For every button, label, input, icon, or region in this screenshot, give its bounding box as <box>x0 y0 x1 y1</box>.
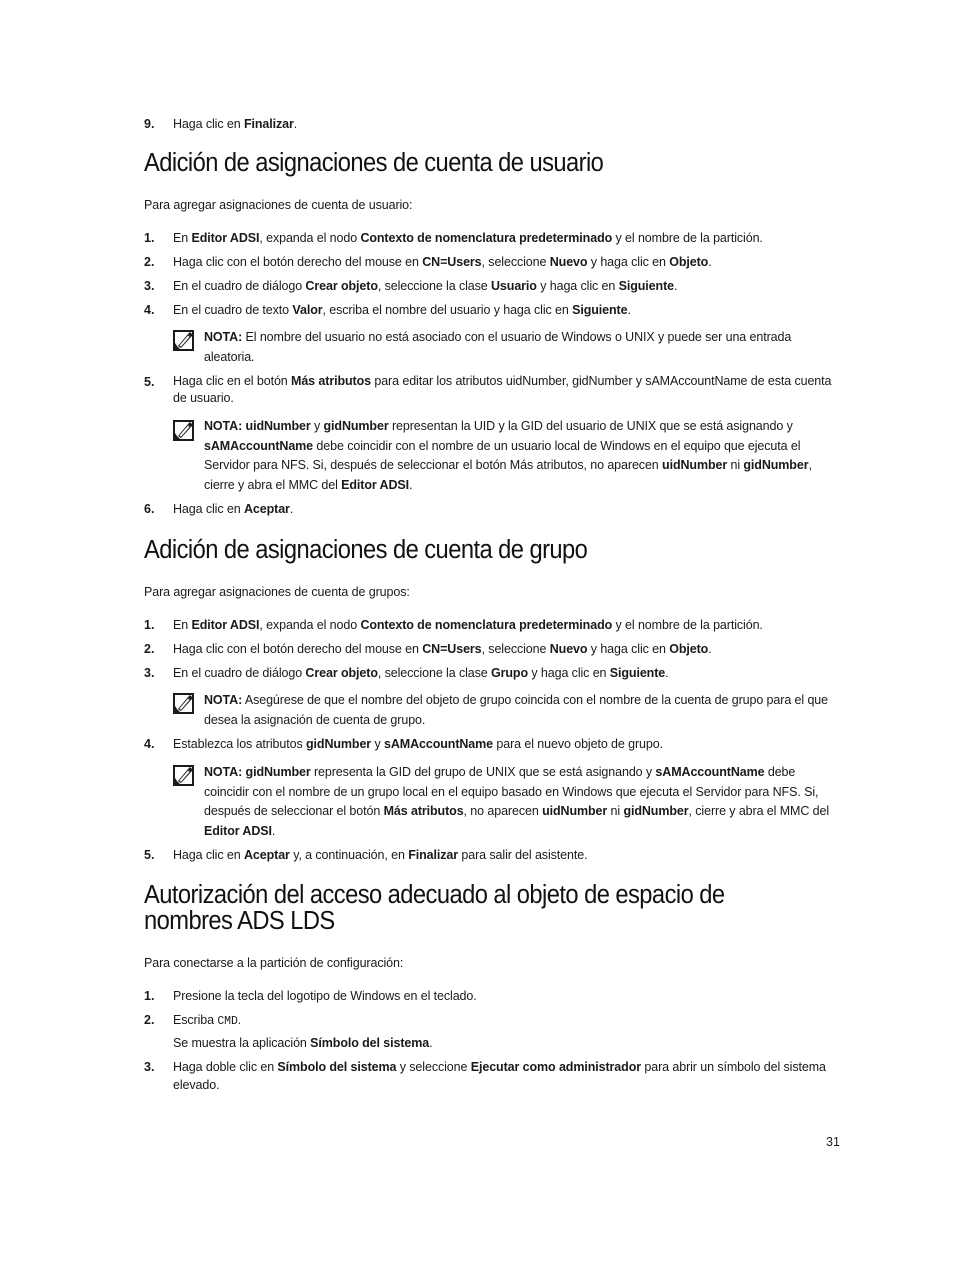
note-text: NOTA: gidNumber representa la GID del grupo de UNIX que se está asignando y sAMAccountName debe coincidir con el nombre de un grupo local en el equipo basado en Windows que ejecuta el Servidor para NFS. Si, después de seleccionar el botón Más atributos, no aparecen uidNumber ni gidNumber, cierre y abra el MMC del Editor ADSI. <box>204 765 830 838</box>
note-text: NOTA: Asegúrese de que el nombre del objeto de grupo coincida con el nombre de la cuenta de grupo para el que desea la asignación de cuenta de grupo. <box>204 693 829 727</box>
step-text: En Editor ADSI, expanda el nodo Contexto de nomenclatura predeterminado y el nombre de la partición. <box>173 231 763 245</box>
step-number: 6. <box>144 502 155 516</box>
step-number: 4. <box>144 737 155 751</box>
section-heading <box>144 882 795 934</box>
step-number: 3. <box>144 1060 155 1074</box>
step-number: 5. <box>144 375 155 389</box>
step-number: 3. <box>144 666 155 680</box>
step-text: Haga clic con el botón derecho del mouse en CN=Users, seleccione Nuevo y haga clic en Objeto. <box>173 255 712 269</box>
step-number: 4. <box>144 303 155 317</box>
step-text: Escriba CMD. <box>173 1013 242 1028</box>
step-number: 2. <box>144 642 155 656</box>
section-heading: Adición de asignaciones de cuenta de usuario <box>144 149 604 177</box>
step-text: En el cuadro de diálogo Crear objeto, seleccione la clase Usuario y haga clic en Siguiente. <box>173 279 678 293</box>
step-number: 1. <box>144 231 155 245</box>
note-pencil-icon <box>173 693 194 714</box>
section-intro: Para agregar asignaciones de cuenta de usuario: <box>144 198 413 212</box>
section-heading-line: Autorización del acceso adecuado al objeto de espacio de <box>144 881 725 909</box>
note-pencil-icon <box>173 330 194 351</box>
section-intro: Para agregar asignaciones de cuenta de grupos: <box>144 585 410 599</box>
note-text: NOTA: El nombre del usuario no está asociado con el usuario de Windows o UNIX y puede ser una entrada aleatoria. <box>204 330 792 364</box>
step-text: En el cuadro de diálogo Crear objeto, seleccione la clase Grupo y haga clic en Siguiente. <box>173 666 669 680</box>
step-number: 9. <box>144 117 155 131</box>
code-text: CMD <box>217 1015 238 1028</box>
step-text: Haga clic en Aceptar y, a continuación, en Finalizar para salir del asistente. <box>173 848 588 862</box>
step-text: Haga clic en Finalizar. <box>173 117 298 131</box>
section-intro: Para conectarse a la partición de configuración: <box>144 956 404 970</box>
step-number: 3. <box>144 279 155 293</box>
step-text: Haga clic con el botón derecho del mouse en CN=Users, seleccione Nuevo y haga clic en Objeto. <box>173 642 712 656</box>
step-result: Se muestra la aplicación Símbolo del sistema. <box>173 1036 433 1050</box>
step-text: Haga clic en Aceptar. <box>173 502 294 516</box>
step-text: Presione la tecla del logotipo de Windows en el teclado. <box>173 989 477 1003</box>
step-text: Establezca los atributos gidNumber y sAMAccountName para el nuevo objeto de grupo. <box>173 737 663 751</box>
note-pencil-icon <box>173 420 194 441</box>
step-text: En el cuadro de texto Valor, escriba el nombre del usuario y haga clic en Siguiente. <box>173 303 631 317</box>
page-number: 31 <box>826 1135 840 1149</box>
step-number: 1. <box>144 989 155 1003</box>
step-text: Haga clic en el botón Más atributos para editar los atributos uidNumber, gidNumber y sAMAccountName de esta cuenta de usuario. <box>173 374 832 405</box>
step-number: 1. <box>144 618 155 632</box>
step-number: 2. <box>144 255 155 269</box>
step-number: 5. <box>144 848 155 862</box>
note-text: NOTA: uidNumber y gidNumber representan la UID y la GID del usuario de UNIX que se está asignando y sAMAccountName debe coincidir con el nombre de un usuario local de Windows en el equipo que ejecuta el Servidor para NFS. Si, después de seleccionar el botón Más atributos, no aparecen uidNumber ni gidNumber, cierre y abra el MMC del Editor ADSI. <box>204 419 812 492</box>
section-heading: Adición de asignaciones de cuenta de grupo <box>144 536 588 564</box>
section-heading-line: nombres ADS LDS <box>144 907 335 935</box>
step-text: En Editor ADSI, expanda el nodo Contexto de nomenclatura predeterminado y el nombre de la partición. <box>173 618 763 632</box>
step-text: Haga doble clic en Símbolo del sistema y seleccione Ejecutar como administrador para abrir un símbolo del sistema elevado. <box>173 1060 826 1092</box>
step-number: 2. <box>144 1013 155 1027</box>
note-pencil-icon <box>173 765 194 786</box>
